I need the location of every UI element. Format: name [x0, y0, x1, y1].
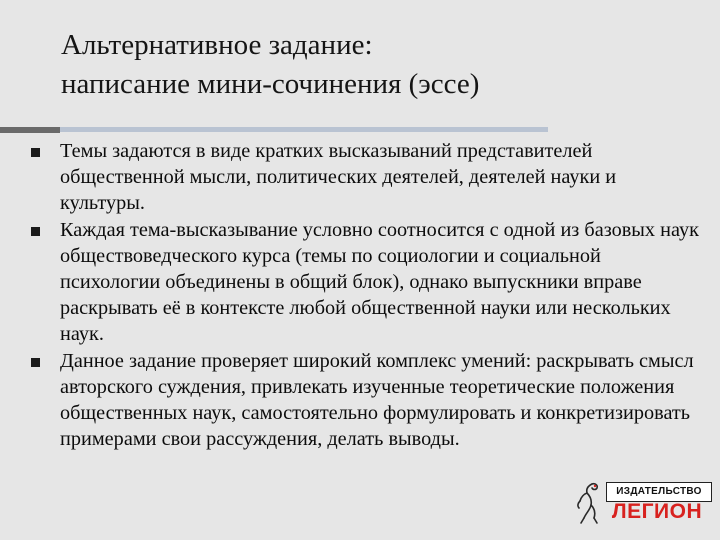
- slide-title-line-1: Альтернативное задание:: [61, 29, 373, 61]
- publisher-brand: ЛЕГИОН: [611, 500, 703, 523]
- bullet-text: Данное задание проверяет широкий комплекс умений: раскрывать смысл авторского суждения, привлекать изученные теоретические положения общественных наук, самостоятельно формулировать и конкретизировать примерами свои рассуждения, делать выводы.: [60, 349, 694, 451]
- square-bullet-icon: [31, 227, 40, 236]
- bullet-list: [0, 138, 700, 452]
- bullet-item: [0, 348, 700, 453]
- publisher-logo: [572, 478, 712, 528]
- title-divider: [0, 127, 548, 133]
- square-bullet-icon: [31, 148, 40, 157]
- horse-figure-icon: [572, 480, 606, 526]
- square-bullet-icon: [31, 358, 40, 367]
- title-divider-light-segment: [60, 127, 548, 132]
- title-divider-dark-segment: [0, 127, 60, 133]
- slide-title: [61, 26, 681, 104]
- slide-title-line-2: написание мини-сочинения (эссе): [61, 68, 480, 100]
- bullet-text: Каждая тема-высказывание условно соотносится с одной из базовых наук обществоведческого курса (темы по социологии и социальной психологии объединены в общий блок), однако выпускники вправе раскрывать её в контексте любой общественной науки или нескольких наук.: [60, 218, 699, 346]
- bullet-item: [0, 217, 700, 348]
- bullet-item: [0, 138, 700, 217]
- publisher-label: ИЗДАТЕЛЬСТВО: [606, 482, 712, 502]
- bullet-text: Темы задаются в виде кратких высказываний представителей общественной мысли, политических деятелей, деятелей науки и культуры.: [60, 140, 617, 215]
